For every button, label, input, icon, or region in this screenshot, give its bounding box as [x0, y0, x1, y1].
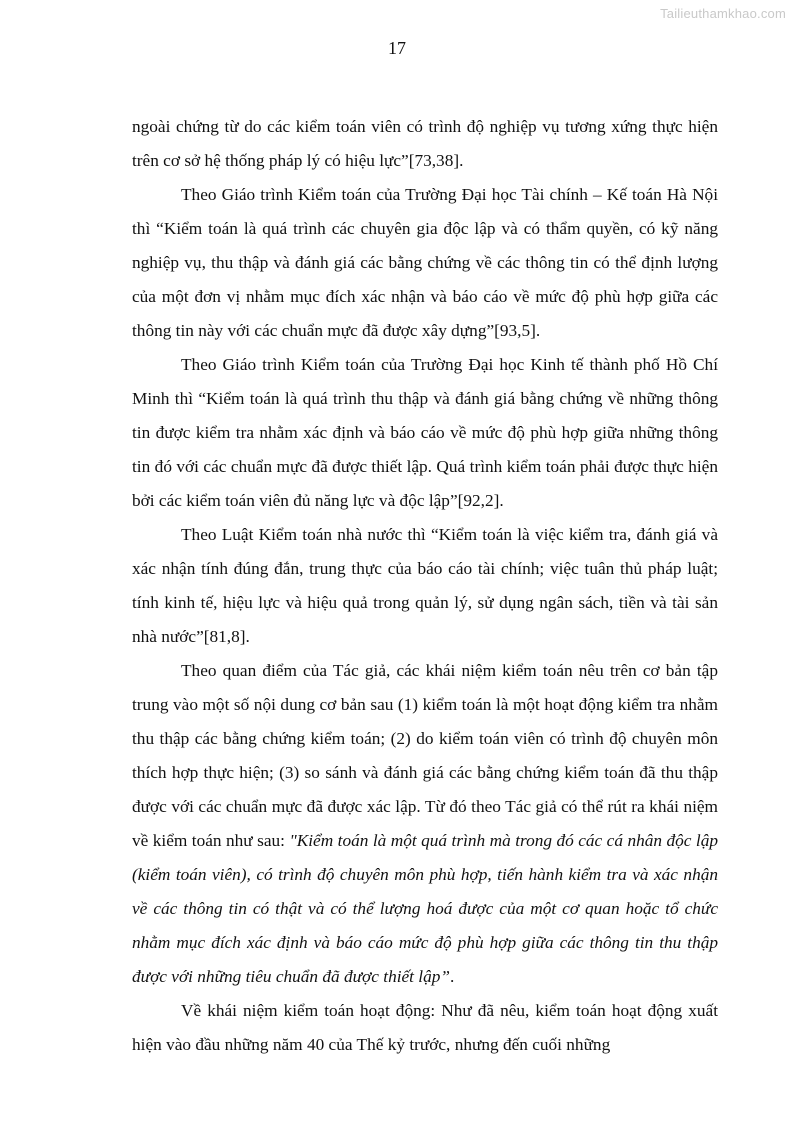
page-number: 17: [388, 38, 406, 58]
paragraph-continuation: ngoài chứng từ do các kiểm toán viên có trình độ nghiệp vụ tương xứng thực hiện trên cơ sở hệ thống pháp lý có hiệu lực”[73,38].: [132, 117, 718, 170]
paragraph-state-audit-law: Theo Luật Kiểm toán nhà nước thì “Kiểm toán là việc kiểm tra, đánh giá và xác nhận tính đúng đắn, trung thực của báo cáo tài chính; việc tuân thủ pháp luật; tính kinh tế, hiệu lực và hiệu quả trong quản lý, sử dụng ngân sách, tiền và tài sản nhà nước”[81,8].: [132, 525, 718, 646]
paragraph-operational-audit: Về khái niệm kiểm toán hoạt động: Như đã nêu, kiểm toán hoạt động xuất hiện vào đầu những năm 40 của Thế kỷ trước, nhưng đến cuối những: [132, 1001, 718, 1054]
paragraph-author-view: [132, 654, 718, 994]
watermark-text: Tailieuthamkhao.com: [660, 6, 786, 21]
paragraph-hanoi-definition: Theo Giáo trình Kiểm toán của Trường Đại học Tài chính – Kế toán Hà Nội thì “Kiểm toán là quá trình các chuyên gia độc lập và có thẩm quyền, có kỹ năng nghiệp vụ, thu thập và đánh giá các bằng chứng về các thông tin có thể định lượng của một đơn vị nhằm mục đích xác nhận và báo cáo về mức độ phù hợp giữa các thông tin này với các chuẩn mực đã được xây dựng”[93,5].: [132, 185, 718, 340]
paragraph-hcm-definition: Theo Giáo trình Kiểm toán của Trường Đại học Kinh tế thành phố Hồ Chí Minh thì “Kiểm toán là quá trình thu thập và đánh giá bằng chứng về những thông tin được kiểm tra nhằm xác định và báo cáo về mức độ phù hợp giữa những thông tin đó với các chuẩn mực đã được thiết lập. Quá trình kiểm toán phải được thực hiện bởi các kiểm toán viên đủ năng lực và độc lập”[92,2].: [132, 355, 718, 510]
author-view-text: Theo quan điểm của Tác giả, các khái niệm kiểm toán nêu trên cơ bản tập trung vào một số nội dung cơ bản sau (1) kiểm toán là một hoạt động kiểm tra nhằm thu thập các bằng chứng kiểm toán; (2) do kiểm toán viên có trình độ chuyên môn thích hợp thực hiện; (3) so sánh và đánh giá các bằng chứng kiểm toán đã thu thập được với các chuẩn mực đã được xác lập. Từ đó theo Tác giả có thể rút ra khái niệm về kiểm toán như sau:: [132, 661, 718, 850]
document-body: [132, 110, 718, 1062]
author-definition-italic: "Kiểm toán là một quá trình mà trong đó các cá nhân độc lập (kiểm toán viên), có trình độ chuyên môn phù hợp, tiến hành kiểm tra và xác nhận về các thông tin có thật và có thể lượng hoá được của một cơ quan hoặc tổ chức nhằm mục đích xác định và báo cáo mức độ phù hợp giữa các thông tin thu thập được với những tiêu chuẩn đã được thiết lập”: [132, 831, 718, 986]
author-view-tail: .: [450, 967, 455, 986]
